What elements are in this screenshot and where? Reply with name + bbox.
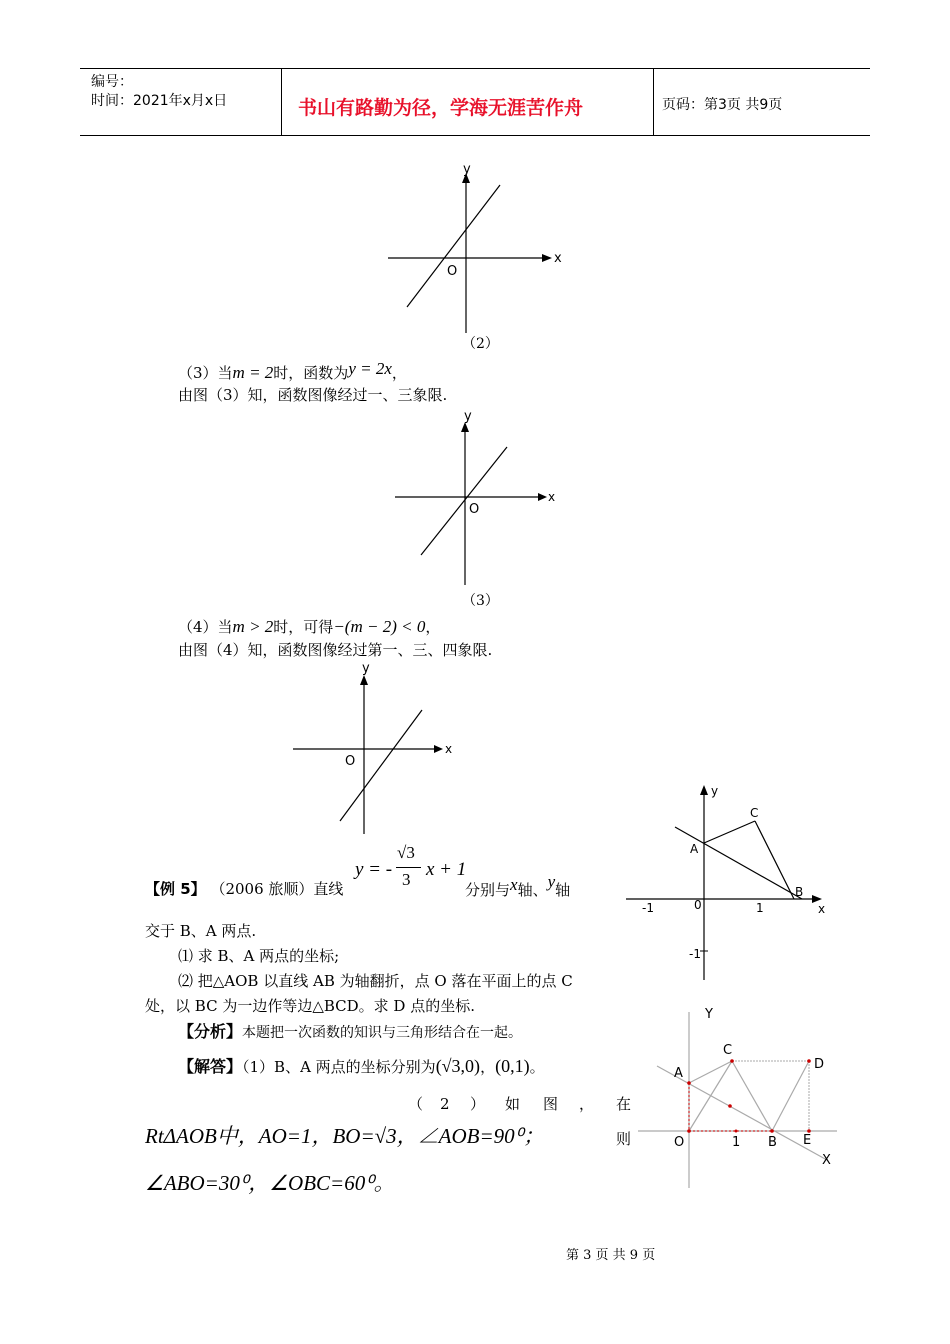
fig6-point-d xyxy=(807,1059,811,1063)
part2-ru: 如 xyxy=(505,1095,521,1113)
case3-function: y = 2x xyxy=(348,359,392,378)
fig6-point-one xyxy=(735,1130,738,1133)
example5-y-var: y xyxy=(547,872,556,891)
fig2-origin-label: O xyxy=(447,264,458,279)
figure-3-graph xyxy=(385,402,565,592)
example5-x-var: x xyxy=(510,875,518,894)
example5-angle-line: ∠ABO=30⁰，∠OBC=60⁰。 xyxy=(145,1171,395,1195)
header-motto: 书山有路勤为径，学海无涯苦作舟 xyxy=(298,97,584,119)
case4-condition: m > 2 xyxy=(232,617,274,636)
fig5-point-b-label: B xyxy=(795,885,804,899)
example5-answer xyxy=(178,1056,545,1078)
example5-line1 xyxy=(145,880,343,898)
header-divider-left xyxy=(281,68,282,136)
eq-fraction-bar xyxy=(396,867,421,868)
fig6-point-b xyxy=(770,1129,774,1133)
fig5-point-c-label: C xyxy=(750,806,759,820)
fig5-segment-cb xyxy=(755,821,794,899)
fig4-y-label: y xyxy=(362,661,370,676)
example5-line1-tail xyxy=(465,872,571,900)
case3-line2: 由图（3）知，函数图像经过一、三象限. xyxy=(178,386,448,404)
fig6-point-b-label: B xyxy=(768,1135,777,1150)
example5-question1: ⑴ 求 B、A 两点的坐标; xyxy=(178,947,340,965)
fig6-point-mid xyxy=(728,1104,732,1108)
part2-comma: ， xyxy=(579,1095,595,1113)
fig3-x-arrow xyxy=(538,493,547,501)
case3-line1 xyxy=(178,359,407,383)
header-divider-right xyxy=(653,68,654,136)
example5-ze: 则 xyxy=(616,1130,632,1148)
example5-analysis xyxy=(178,1022,522,1042)
example5-rt-line: RtΔAOB中，AO=1，BO=√3，∠AOB=90⁰； xyxy=(145,1124,545,1148)
example5-source: （2006 旅顺）直线 xyxy=(210,880,344,898)
eq-numerator: √3 xyxy=(397,843,415,862)
fig6-segment-bd xyxy=(772,1061,809,1131)
example5-tag: 【例 5】 xyxy=(145,880,206,898)
answer-coord-a: (0,1) xyxy=(495,1056,530,1076)
analysis-text: 本题把一次函数的知识与三角形结合在一起。 xyxy=(242,1025,523,1041)
figure-5-graph xyxy=(622,775,837,987)
figure-4-graph xyxy=(285,657,465,839)
part2-num: 2 xyxy=(440,1095,450,1113)
part2-open: （ xyxy=(408,1095,424,1113)
case4-end: ， xyxy=(425,618,441,636)
fig3-caption: （3） xyxy=(462,593,499,609)
footer-page-number: 第 3 页 共 9 页 xyxy=(566,1248,656,1263)
case3-condition: m = 2 xyxy=(232,363,274,382)
answer-coord-b: (√3,0) xyxy=(435,1056,481,1076)
eq-denominator: 3 xyxy=(402,870,411,889)
example5-question2: ⑵ 把△AOB 以直线 AB 为轴翻折，点 O 落在平面上的点 C xyxy=(178,972,573,990)
fig3-line xyxy=(421,447,507,555)
eq-y: y = - xyxy=(355,859,393,880)
fig3-x-label: x xyxy=(548,490,556,504)
case4-line1 xyxy=(178,617,440,637)
fig6-point-a-label: A xyxy=(674,1066,683,1081)
example5-line2: 交于 B、A 两点. xyxy=(145,922,257,940)
analysis-tag: 【分析】 xyxy=(178,1022,243,1041)
fig3-origin-label: O xyxy=(469,502,480,517)
fig5-tick-neg1-y: -1 xyxy=(689,947,701,961)
fig5-x-label: x xyxy=(818,902,826,916)
fig6-segment-cb xyxy=(732,1061,772,1131)
case3-lead: （3）当 xyxy=(178,364,233,382)
fig5-tick-1-x: 1 xyxy=(756,901,764,915)
fig5-line-ab xyxy=(675,827,802,899)
example5-equation xyxy=(355,843,465,895)
fig4-origin-label: O xyxy=(345,754,356,769)
fig2-y-label: y xyxy=(463,162,471,177)
fig6-origin-label: O xyxy=(674,1135,685,1150)
fig6-y-label: Y xyxy=(705,1007,713,1022)
fig3-y-label: y xyxy=(464,409,472,424)
fig5-origin-label: 0 xyxy=(694,898,702,912)
case3-end: ， xyxy=(391,364,407,382)
fig6-point-e-label: E xyxy=(803,1133,812,1148)
header-number-label: 编号： xyxy=(91,74,133,90)
fig5-segment-ac xyxy=(704,821,755,843)
eq-rest: x + 1 xyxy=(426,859,467,880)
header-bottom-rule xyxy=(80,135,870,136)
fig6-point-c xyxy=(730,1059,734,1063)
answer-period: 。 xyxy=(529,1058,545,1076)
fig4-y-arrow xyxy=(360,675,368,685)
part2-tu: 图 xyxy=(543,1095,559,1113)
fig2-caption: （2） xyxy=(462,336,499,352)
case4-lead: （4）当 xyxy=(178,618,233,636)
fig2-x-label: x xyxy=(554,251,562,266)
case3-mid: 时，函数为 xyxy=(273,364,349,382)
figure-6-graph xyxy=(632,1000,847,1192)
fig4-x-arrow xyxy=(434,745,443,753)
example5-axis-sep: 轴、 xyxy=(517,881,548,899)
fig2-x-arrow xyxy=(542,254,552,262)
header-top-rule xyxy=(80,68,870,69)
fig5-y-arrow xyxy=(700,785,708,795)
example5-question2-cont: 处，以 BC 为一边作等边△BCD。求 D 点的坐标. xyxy=(145,997,475,1015)
case4-inequality: −(m − 2) < 0 xyxy=(333,617,426,636)
answer-comma: ， xyxy=(480,1058,496,1076)
figure-2-graph xyxy=(380,155,580,355)
fig5-point-a-label: A xyxy=(690,842,699,856)
case4-line2: 由图（4）知，函数图像经过第一、三、四象限. xyxy=(178,641,493,659)
example5-axis-end: 轴 xyxy=(555,881,571,899)
part2-zai: 在 xyxy=(616,1095,632,1113)
header-page-label: 页码：第3页 共9页 xyxy=(662,97,783,113)
fig5-y-label: y xyxy=(711,784,719,798)
fig6-x-label: X xyxy=(822,1153,831,1168)
fig6-point-o xyxy=(687,1129,691,1133)
fig4-x-label: x xyxy=(445,742,453,756)
fig6-point-d-label: D xyxy=(814,1057,825,1072)
fig6-point-c-label: C xyxy=(723,1043,733,1058)
part2-close: ） xyxy=(470,1095,486,1113)
fig6-tick-1: 1 xyxy=(732,1135,741,1150)
header-time-label: 时间：2021年x月x日 xyxy=(91,93,228,109)
fig6-point-a xyxy=(687,1081,691,1085)
answer-tag: 【解答】 xyxy=(178,1057,243,1076)
example5-after-eq: 分别与 xyxy=(465,881,511,899)
case4-mid: 时，可得 xyxy=(273,618,334,636)
fig5-tick-neg1-x: -1 xyxy=(642,901,654,915)
fig2-line xyxy=(407,185,500,307)
answer-text: （1）B、A 两点的坐标分别为 xyxy=(242,1058,436,1076)
